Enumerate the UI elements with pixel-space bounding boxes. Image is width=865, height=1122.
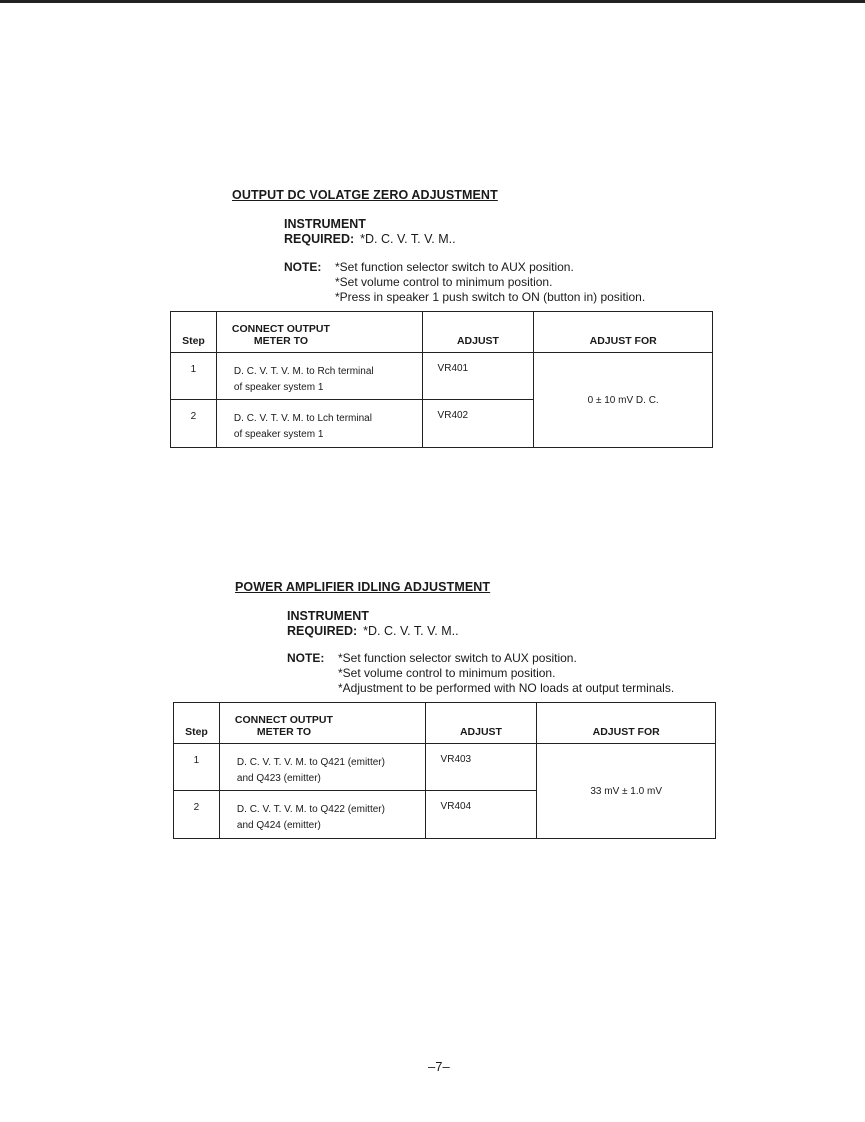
note-item: *Press in speaker 1 push switch to ON (button in) position. (335, 290, 646, 304)
cell-meter: D. C. V. T. V. M. to Lch terminal of speaker system 1 (216, 400, 422, 448)
notes-block-1 (284, 260, 714, 306)
instrument-value: *D. C. V. T. V. M.. (360, 232, 456, 246)
note-item: *Set volume control to minimum position. (335, 275, 553, 289)
table-row (174, 744, 716, 791)
table-row (171, 353, 713, 400)
page-number: –7– (428, 1059, 450, 1074)
cell-adjust: VR404 (425, 791, 537, 839)
adjustment-table-1 (170, 311, 713, 448)
instrument-required-1 (284, 217, 456, 247)
note-item: *Set function selector switch to AUX position. (338, 651, 577, 665)
cell-adjust-for: 0 ± 10 mV D. C. (534, 353, 713, 448)
cell-adjust-for: 33 mV ± 1.0 mV (537, 744, 716, 839)
cell-meter: D. C. V. T. V. M. to Q422 (emitter) and Q424 (emitter) (219, 791, 425, 839)
header-connect-output: CONNECT OUTPUT METER TO (219, 703, 425, 744)
instrument-value: *D. C. V. T. V. M.. (363, 624, 459, 638)
note-label: NOTE: (284, 260, 322, 274)
page-top-border (0, 0, 865, 3)
note-item: *Set volume control to minimum position. (338, 666, 556, 680)
cell-step: 2 (174, 791, 220, 839)
required-label: REQUIRED: (287, 624, 358, 638)
note-item: *Set function selector switch to AUX position. (335, 260, 574, 274)
header-adjust: ADJUST (422, 312, 534, 353)
cell-adjust: VR401 (422, 353, 534, 400)
instrument-label: INSTRUMENT (284, 217, 366, 231)
instrument-required-2 (287, 609, 459, 639)
section-title-output-dc: OUTPUT DC VOLATGE ZERO ADJUSTMENT (232, 188, 498, 202)
cell-step: 1 (171, 353, 217, 400)
notes-block-2 (287, 651, 727, 697)
cell-meter: D. C. V. T. V. M. to Rch terminal of speaker system 1 (216, 353, 422, 400)
note-label: NOTE: (287, 651, 325, 665)
header-adjust: ADJUST (425, 703, 537, 744)
table-header-row (174, 703, 716, 744)
header-adjust-for: ADJUST FOR (534, 312, 713, 353)
header-adjust-for: ADJUST FOR (537, 703, 716, 744)
cell-adjust: VR402 (422, 400, 534, 448)
cell-adjust: VR403 (425, 744, 537, 791)
cell-meter: D. C. V. T. V. M. to Q421 (emitter) and Q423 (emitter) (219, 744, 425, 791)
cell-step: 1 (174, 744, 220, 791)
table-header-row (171, 312, 713, 353)
header-connect-output: CONNECT OUTPUT METER TO (216, 312, 422, 353)
adjustment-table-2 (173, 702, 716, 839)
section-title-power-amp-idling: POWER AMPLIFIER IDLING ADJUSTMENT (235, 580, 491, 594)
instrument-label: INSTRUMENT (287, 609, 369, 623)
note-item: *Adjustment to be performed with NO loads at output terminals. (338, 681, 675, 695)
header-step: Step (174, 703, 220, 744)
cell-step: 2 (171, 400, 217, 448)
header-step: Step (171, 312, 217, 353)
required-label: REQUIRED: (284, 232, 355, 246)
